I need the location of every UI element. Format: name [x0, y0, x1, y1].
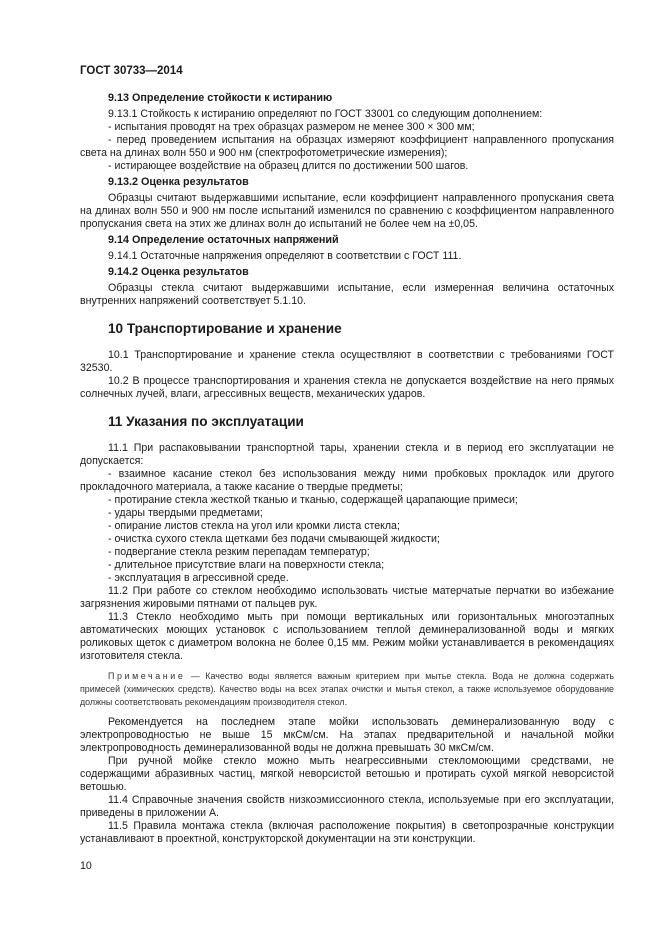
- chapter-heading: 11 Указания по эксплуатации: [108, 414, 304, 429]
- list-item: - очистка сухого стекла щетками без подачи смывающей жидкости;: [108, 533, 440, 545]
- list-item: - истирающее воздействие на образец длится по достижении 500 шагов.: [108, 160, 469, 172]
- page-number: 10: [80, 860, 92, 872]
- paragraph: Образцы считают выдержавшими испытание, если коэффициент направленного пропускания света на длинах волн 550 и 900 нм после испытаний изменился по сравнению с коэффициентом направленного пропускания света на этих же длинах волн до испытаний не более чем на ±0,05.: [80, 192, 614, 230]
- list-item: - опирание листов стекла на угол или кромки листа стекла;: [108, 520, 400, 532]
- paragraph: 11.3 Стекло необходимо мыть при помощи вертикальных или горизонтальных многоэтапных автоматических моющих установок с использованием теплой деминерализованной воды и мягких роликовых щеток с диаметром волокна не более 0,15 мм. Режим мойки устанавливается в рекомендациях изготовителя стекла.: [80, 611, 614, 662]
- list-item: - эксплуатация в агрессивной среде.: [108, 572, 289, 584]
- paragraph: Образцы стекла считают выдержавшими испытание, если измеренная величина остаточных внутренних напряжений соответствует 5.1.10.: [80, 282, 614, 307]
- paragraph: 11.4 Справочные значения свойств низкоэмиссионного стекла, используемые при его эксплуатации, приведены в приложении А.: [80, 794, 614, 819]
- document-header: ГОСТ 30733—2014: [80, 65, 183, 77]
- paragraph: 11.5 Правила монтажа стекла (включая расположение покрытия) в светопрозрачные конструкции устанавливают в проектной, конструкторской документации на эти конструкции.: [80, 820, 614, 845]
- note-label: Примечание: [108, 671, 186, 681]
- list-item: - протирание стекла жесткой тканью и тканью, содержащей царапающие примеси;: [108, 494, 518, 506]
- paragraph: Рекомендуется на последнем этапе мойки использовать деминерализованную воду с электропроводностью не выше 15 мкСм/см. На этапах предварительной и начальной мойки электропроводность деминерализованной воды не должна превышать 30 мкСм/см.: [80, 716, 614, 754]
- section-heading: 9.13 Определение стойкости к истиранию: [108, 92, 333, 104]
- list-item: - перед проведением испытания на образцах измеряют коэффициент направленного пропускания света на длинах волн 550 и 900 нм (спектрофотометрические измерения);: [80, 134, 614, 159]
- note-text: — Качество воды является важным критерием при мытье стекла. Вода не должна содержать примесей (химических средств). Качество воды на всех этапах очистки и мытья стекол, а также используемое оборудование должны соответствовать рекомендациям производителя стекол.: [80, 671, 614, 707]
- note: [80, 670, 614, 709]
- paragraph: При ручной мойке стекло можно мыть неагрессивными стекломоющими средствами, не содержащими абразивных частиц, мягкой неворсистой ветошью и протирать сухой мягкой неворсистой ветошью.: [80, 755, 614, 793]
- section-heading: 9.14 Определение остаточных напряжений: [108, 234, 339, 246]
- list-item: - взаимное касание стекол без использования между ними пробковых прокладок или другого прокладочного материала, а также касание о твердые предметы;: [80, 468, 614, 493]
- list-item: - длительное присутствие влаги на поверхности стекла;: [108, 559, 385, 571]
- paragraph: 10.2 В процессе транспортирования и хранения стекла не допускается воздействие на него прямых солнечных лучей, влаги, агрессивных веществ, механических ударов.: [80, 375, 614, 400]
- paragraph: 11.2 При работе со стеклом необходимо использовать чистые матерчатые перчатки во избежание загрязнения жировыми пятнами от пальцев рук.: [80, 585, 614, 610]
- list-item: - удары твердыми предметами;: [108, 507, 263, 519]
- list-item: - испытания проводят на трех образцах размером не менее 300 × 300 мм;: [108, 121, 475, 133]
- paragraph: 9.13.1 Стойкость к истиранию определяют по ГОСТ 33001 со следующим дополнением:: [108, 108, 543, 120]
- paragraph: 9.14.1 Остаточные напряжения определяют в соответствии с ГОСТ 111.: [108, 250, 462, 262]
- paragraph: 10.1 Транспортирование и хранение стекла осуществляют в соответствии с требованиями ГОСТ 32530.: [80, 349, 614, 374]
- section-heading: 9.14.2 Оценка результатов: [108, 266, 249, 278]
- chapter-heading: 10 Транспортирование и хранение: [108, 321, 342, 336]
- paragraph: 11.1 При распаковывании транспортной тары, хранении стекла и в период его эксплуатации не допускается:: [80, 442, 614, 467]
- list-item: - подвергание стекла резким перепадам температур;: [108, 546, 370, 558]
- section-heading: 9.13.2 Оценка результатов: [108, 176, 249, 188]
